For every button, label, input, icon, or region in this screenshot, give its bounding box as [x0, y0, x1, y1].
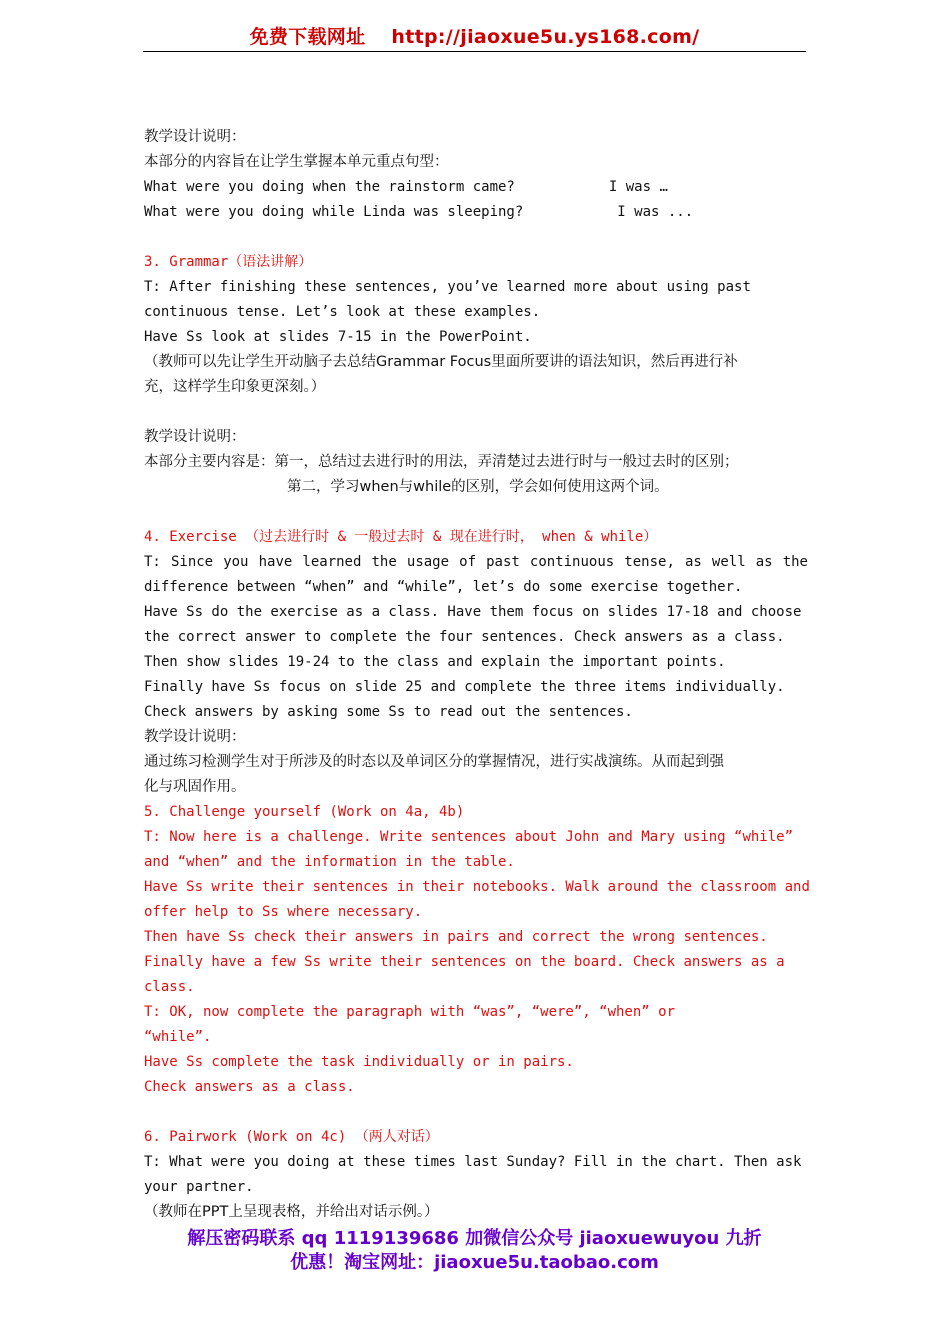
header-rule [143, 51, 806, 52]
text-line: difference between “when” and “while”, let’s do some exercise together. [144, 579, 743, 595]
header-label: 免费下载网址 [249, 26, 366, 48]
text-line: Check answers as a class. [144, 1079, 355, 1095]
example-line: What were you doing while Linda was sleeping? I was ... [144, 204, 694, 220]
design-note-heading: 教学设计说明： [144, 129, 246, 145]
text-line: T: What were you doing at these times last Sunday? Fill in the chart. Then ask [144, 1154, 802, 1170]
text-line: Finally have a few Ss write their sentences on the board. Check answers as a [144, 954, 785, 970]
text-line: 第二，学习when与while的区别，学会如何使用这两个词。 [287, 479, 669, 495]
text-line: T: Since you have learned the usage of past continuous tense, as well as the [144, 554, 808, 570]
text-line: Have Ss do the exercise as a class. Have them focus on slides 17-18 and choose [144, 604, 802, 620]
text-line: 化与巩固作用。 [144, 779, 246, 795]
page-footer [143, 1227, 806, 1275]
section-title-grammar: 3. Grammar（语法讲解） [144, 254, 313, 270]
section-title-challenge: 5. Challenge yourself (Work on 4a, 4b) [144, 804, 465, 820]
header-url[interactable]: http://jiaoxue5u.ys168.com/ [391, 26, 700, 48]
text-line: Then show slides 19-24 to the class and explain the important points. [144, 654, 726, 670]
text-line: Have Ss look at slides 7-15 in the PowerPoint. [144, 329, 532, 345]
footer-line-2[interactable]: 优惠！淘宝网址：jiaoxue5u.taobao.com [290, 1252, 659, 1273]
text-line: 通过练习检测学生对于所涉及的时态以及单词区分的掌握情况，进行实战演练。从而起到强 [144, 754, 724, 770]
text-line: Have Ss write their sentences in their notebooks. Walk around the classroom and [144, 879, 810, 895]
text-line: and “when” and the information in the table. [144, 854, 515, 870]
text-line: Check answers by asking some Ss to read out the sentences. [144, 704, 633, 720]
text-line: Finally have Ss focus on slide 25 and complete the three items individually. [144, 679, 785, 695]
footer-line-1: 解压密码联系 qq 1119139686 加微信公众号 jiaoxuewuyou 九折 [187, 1228, 762, 1249]
section-title-exercise: 4. Exercise （过去进行时 & 一般过去时 & 现在进行时， when & while） [144, 529, 658, 545]
design-note-heading: 教学设计说明： [144, 729, 246, 745]
text-line: Have Ss complete the task individually or in pairs. [144, 1054, 574, 1070]
text-line: 充，这样学生印象更深刻。） [144, 379, 326, 395]
text-line: offer help to Ss where necessary. [144, 904, 423, 920]
text-line: T: OK, now complete the paragraph with “was”, “were”, “when” or [144, 1004, 676, 1020]
text-line: Then have Ss check their answers in pairs and correct the wrong sentences. [144, 929, 768, 945]
text-line: 本部分主要内容是：第一，总结过去进行时的用法，弄清楚过去进行时与一般过去时的区别； [144, 454, 739, 470]
document-body [144, 125, 808, 1225]
text-line: 本部分的内容旨在让学生掌握本单元重点句型： [144, 154, 449, 170]
page-header [143, 22, 806, 49]
text-line: （教师在PPT上呈现表格，并给出对话示例。） [144, 1204, 439, 1220]
design-note-heading: 教学设计说明： [144, 429, 246, 445]
text-line: “while”. [144, 1029, 212, 1045]
text-line: T: Now here is a challenge. Write sentences about John and Mary using “while” [144, 829, 794, 845]
text-line: T: After finishing these sentences, you’ve learned more about using past [144, 279, 751, 295]
text-line: class. [144, 979, 195, 995]
section-title-pairwork: 6. Pairwork (Work on 4c) （两人对话） [144, 1129, 439, 1145]
text-line: （教师可以先让学生开动脑子去总结Grammar Focus里面所要讲的语法知识，然后再进行补 [144, 354, 738, 370]
example-line: What were you doing when the rainstorm came? I was … [144, 179, 668, 195]
text-line: your partner. [144, 1179, 254, 1195]
text-line: the correct answer to complete the four sentences. Check answers as a class. [144, 629, 785, 645]
text-line: continuous tense. Let’s look at these examples. [144, 304, 541, 320]
